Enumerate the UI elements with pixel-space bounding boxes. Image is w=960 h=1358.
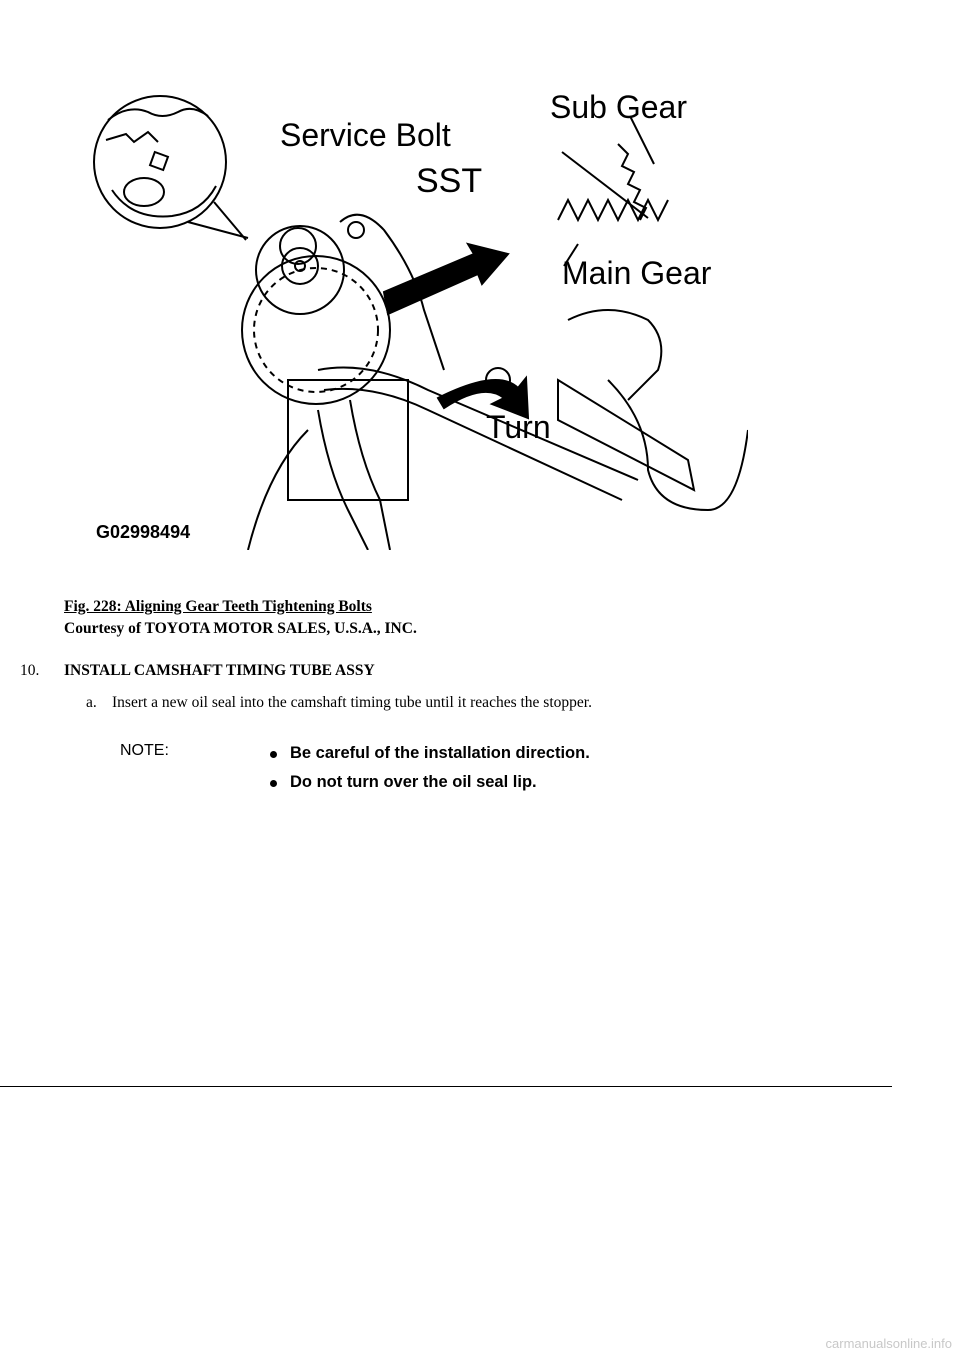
page-divider [0,1086,892,1087]
note-item [268,773,590,793]
label-sub-gear: Sub Gear [550,89,687,125]
bullet-icon [270,751,277,758]
note-list [268,744,590,802]
watermark: carmanualsonline.info [825,1336,952,1351]
label-main-gear: Main Gear [562,255,712,291]
note-label: NOTE: [120,742,169,759]
label-service-bolt: Service Bolt [280,117,451,153]
gear-alignment-illustration [88,80,748,550]
substep-text: Insert a new oil seal into the camshaft timing tube until it reaches the stopper. [112,694,592,711]
note-item-text: Be careful of the installation direction. [290,744,590,762]
label-turn: Turn [486,409,551,445]
step-title: INSTALL CAMSHAFT TIMING TUBE ASSY [64,662,375,679]
bullet-icon [270,780,277,787]
figure-courtesy: Courtesy of TOYOTA MOTOR SALES, U.S.A., INC. [64,620,417,637]
figure-caption: Fig. 228: Aligning Gear Teeth Tightening Bolts [64,598,372,615]
substep-letter: a. [86,694,97,711]
step-number: 10. [20,662,40,679]
figure-code: G02998494 [96,522,191,542]
note-item-text: Do not turn over the oil seal lip. [290,773,537,791]
label-sst: SST [416,162,483,200]
note-item [268,744,590,764]
